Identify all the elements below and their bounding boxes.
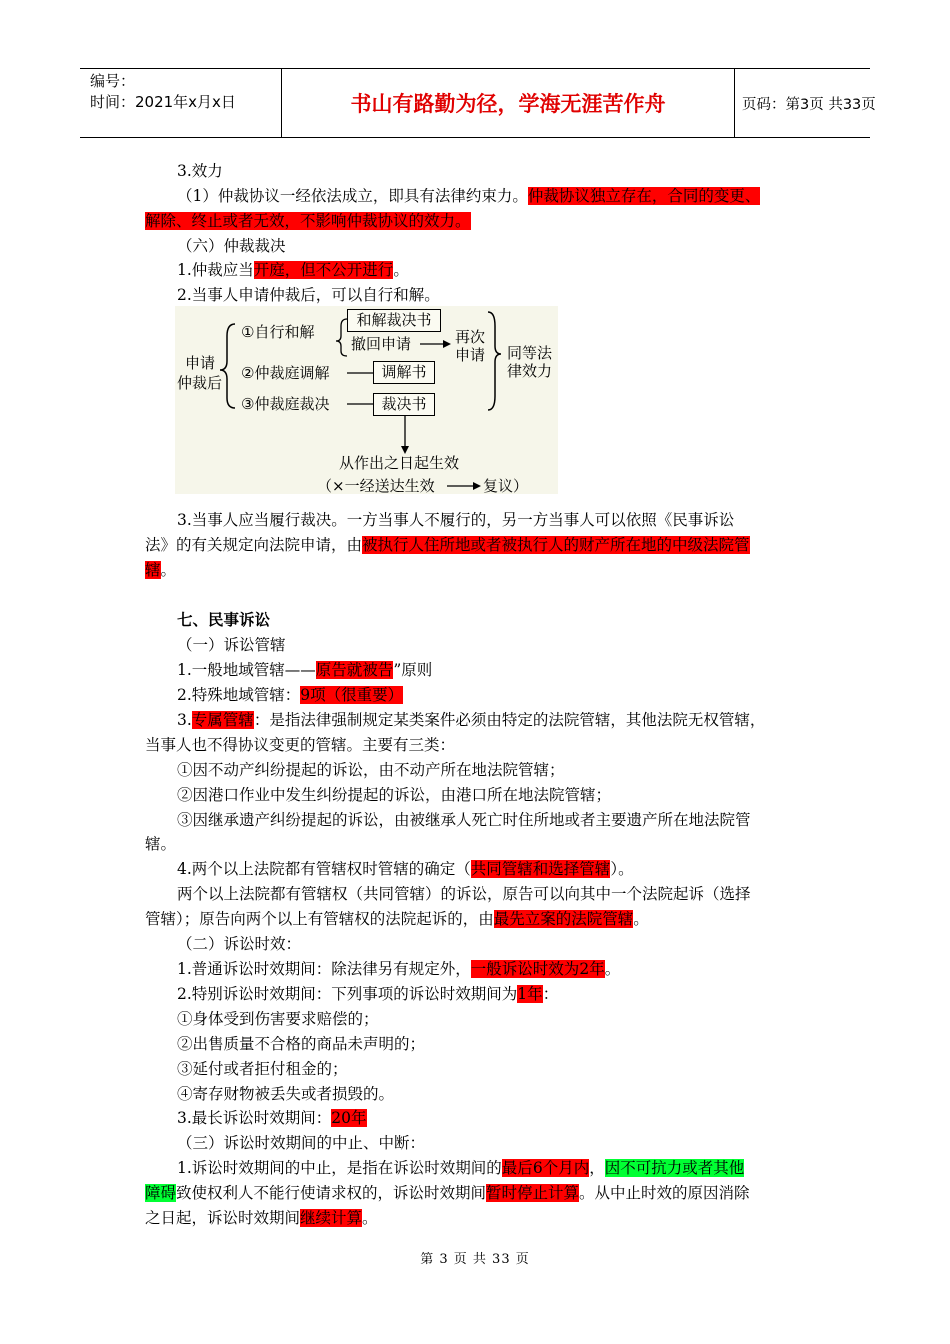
- list-item: ②出售质量不合格的商品未声明的；: [177, 1035, 426, 1053]
- paragraph: [177, 683, 403, 707]
- text: 。: [160, 561, 177, 579]
- text: 1.普通诉讼时效期间：除法律另有规定外，: [177, 960, 471, 978]
- paragraph: 3.当事人应当履行裁决。一方当事人不履行的，另一方当事人可以依照《民事诉讼: [177, 511, 735, 529]
- header-number: 编号：: [90, 72, 136, 90]
- text: 。: [362, 1209, 378, 1227]
- highlight-green: 障碍: [145, 1184, 177, 1202]
- list-item: ③延付或者拒付租金的；: [177, 1060, 348, 1078]
- highlight: 6: [532, 1159, 543, 1177]
- section-heading: （六）仲裁裁决: [177, 237, 286, 255]
- highlight: 专属管辖: [191, 711, 254, 729]
- diagram-label-effective: 从作出之日起生效: [339, 454, 460, 472]
- diagram-label-apply: 申请: [185, 354, 216, 372]
- paragraph: [145, 209, 471, 233]
- header-motto: 书山有路勤为径，学海无涯苦作舟: [350, 91, 666, 116]
- text: ：是指法律强制规定某类案件必须由特定的法院管辖，其他法院无权管辖，: [253, 711, 766, 729]
- diagram-label-equal-effect: 律效力: [507, 362, 553, 380]
- paragraph: 两个以上法院都有管辖权（共同管辖）的诉讼，原告可以向其中一个法院起诉（选择: [177, 885, 751, 903]
- text: 2.特殊地域管辖：: [177, 686, 301, 704]
- text: 。: [633, 910, 649, 928]
- highlight: 2: [579, 960, 590, 978]
- diagram-note: （×一经送达生效: [317, 477, 435, 495]
- header-motto-cell: [282, 69, 735, 137]
- paragraph: [145, 558, 176, 582]
- text: ：: [542, 985, 559, 1003]
- highlight: 1: [517, 985, 528, 1003]
- list-item: ③因继承遗产纠纷提起的诉讼，由被继承人死亡时住所地或者主要遗产所在地法院管: [177, 811, 751, 829]
- section-heading: 3.效力: [177, 162, 223, 180]
- text: 2.特别诉讼时效期间：下列事项的诉讼时效期间为: [177, 985, 518, 1003]
- paragraph: 当事人也不得协议变更的管辖。主要有三类：: [145, 736, 456, 754]
- highlight: 最后: [501, 1159, 533, 1177]
- list-item: ④寄存财物被丢失或者损毁的。: [177, 1085, 395, 1103]
- diagram-option-settle: ①自行和解: [241, 323, 315, 341]
- paragraph: [145, 533, 750, 557]
- paragraph: 2.当事人申请仲裁后，可以自行和解。: [177, 286, 440, 304]
- arbitration-diagram: [175, 306, 558, 494]
- header-page-info: 页码：第3页 共33页: [742, 96, 876, 113]
- page-footer: 第 3 页 共 33 页: [420, 1252, 530, 1267]
- paragraph: [177, 982, 558, 1006]
- highlight: 原告就被告: [315, 661, 394, 679]
- highlight: 暂时停止计算: [486, 1184, 580, 1202]
- highlight: 个月内: [542, 1159, 590, 1177]
- highlight: 20年: [331, 1109, 367, 1127]
- paragraph: [177, 957, 620, 981]
- text: 管辖）；原告向两个以上有管辖权的法院起诉的，由: [145, 910, 494, 928]
- header-time: 时间：2021年x月x日: [90, 93, 236, 111]
- highlight-green: 因不可抗力或者其他: [604, 1159, 745, 1177]
- text: 法》的有关规定向法院申请，由: [145, 536, 363, 554]
- section-heading: （三）诉讼时效期间的中止、中断：: [177, 1134, 426, 1152]
- diagram-label-reapply: 申请: [455, 346, 486, 364]
- text: 1.一般地域管辖——: [177, 661, 316, 679]
- diagram-label-reapply: 再次: [455, 328, 486, 346]
- list-item: ②因港口作业中发生纠纷提起的诉讼，由港口所在地法院管辖；: [177, 786, 612, 804]
- list-item: ①因不动产纠纷提起的诉讼，由不动产所在地法院管辖；: [177, 761, 565, 779]
- paragraph: [145, 1206, 378, 1230]
- highlight: 仲裁协议独立存在，合同的变更、: [527, 187, 761, 205]
- diagram-option-award: ③仲裁庭裁决: [241, 395, 330, 413]
- highlight: 共同管辖和选择管辖: [470, 860, 611, 878]
- paragraph: [177, 1156, 744, 1180]
- diagram-option-mediation: ②仲裁庭调解: [241, 364, 330, 382]
- diagram-box-award: 裁决书: [373, 393, 435, 416]
- paragraph: [177, 184, 760, 208]
- paragraph: [177, 1106, 367, 1130]
- header-meta: [80, 69, 282, 137]
- text: 4.两个以上法院都有管辖权时管辖的确定（: [177, 860, 471, 878]
- highlight: 继续计算: [300, 1209, 363, 1227]
- text: ”原则: [393, 661, 433, 679]
- text: 。: [393, 261, 409, 279]
- list-item: ①身体受到伤害要求赔偿的；: [177, 1010, 379, 1028]
- diagram-box-settlement: 和解裁决书: [347, 309, 441, 332]
- section-heading: 七、民事诉讼: [177, 610, 271, 629]
- highlight: 被执行人住所地或者被执行人的财产所在地的中级法院管: [362, 536, 750, 554]
- text: ，: [589, 1159, 605, 1177]
- diagram-box-mediation: 调解书: [373, 361, 435, 384]
- highlight: 9项（很重要）: [300, 686, 404, 704]
- text: 。: [604, 960, 621, 978]
- text: 3.: [177, 711, 192, 729]
- text: 致使权利人不能行使请求权的，诉讼时效期间: [176, 1184, 487, 1202]
- diagram-label-equal-effect: 同等法: [507, 344, 553, 362]
- list-item: 辖。: [145, 835, 177, 853]
- text: ）。: [610, 860, 634, 878]
- text: 之日起，诉讼时效期间: [145, 1209, 301, 1227]
- text: 3.最长诉讼时效期间：: [177, 1109, 332, 1127]
- diagram-label-apply: 仲裁后: [177, 374, 223, 392]
- highlight: 年: [527, 985, 543, 1003]
- highlight: 最先立案的法院管辖: [493, 910, 634, 928]
- paragraph: [177, 708, 765, 732]
- diagram-note: 复议）: [483, 477, 529, 495]
- highlight: 年: [589, 960, 605, 978]
- paragraph: [145, 1181, 750, 1205]
- highlight: 解除、终止或者无效，不影响仲裁协议的效力。: [145, 212, 471, 230]
- text: （1）仲裁协议一经依法成立，即具有法律约束力。: [177, 187, 528, 205]
- highlight: 辖: [145, 561, 161, 579]
- highlight: 开庭，但不公开进行: [253, 261, 394, 279]
- paragraph: [145, 907, 649, 931]
- page-header: [80, 68, 876, 138]
- text: 。从中止时效的原因消除: [579, 1184, 750, 1202]
- text: 1.诉讼时效期间的中止，是指在诉讼时效期间的: [177, 1159, 502, 1177]
- highlight: 一般诉讼时效为: [470, 960, 580, 978]
- paragraph: [177, 857, 634, 881]
- diagram-label-withdraw: 撤回申请: [351, 335, 412, 353]
- paragraph: [177, 658, 432, 682]
- paragraph: [177, 258, 409, 282]
- text: 1.仲裁应当: [177, 261, 254, 279]
- section-heading: （二）诉讼时效：: [177, 935, 302, 953]
- section-heading: （一）诉讼管辖: [177, 636, 286, 654]
